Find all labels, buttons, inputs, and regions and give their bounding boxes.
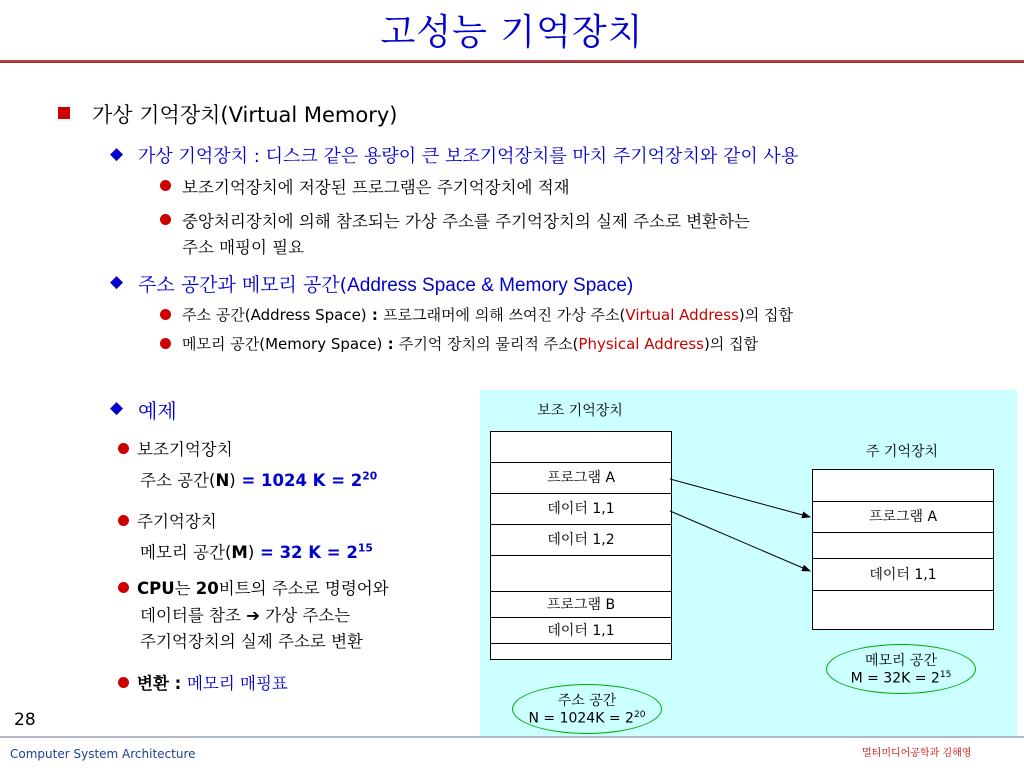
item1-bullet-2-cont: 주소 매핑이 필요 (182, 238, 305, 257)
aux-space-text: 주소 공간( (140, 471, 216, 490)
aux-storage-title: 보조기억장치 (137, 440, 233, 459)
address-space-desc: 프로그래머에 의해 쓰여진 가상 주소( (383, 306, 626, 324)
aux-storage-label: 보조 기억장치 (537, 403, 623, 419)
cpu-text-4: 가상 주소는 (259, 606, 351, 625)
ellipse-exponent: 20 (633, 710, 646, 720)
memory-space-desc: 주기억 장치의 물리적 주소( (398, 335, 579, 353)
aux-space-var: N (215, 471, 230, 490)
section-heading: 가상 기억장치(Virtual Memory) (92, 103, 398, 127)
ellipse-title: 주소 공간 (557, 693, 617, 709)
main-memory-title: 주기억장치 (137, 512, 217, 531)
example-heading: 예제 (138, 399, 177, 423)
cpu-text-3: 데이터를 참조 (140, 606, 241, 625)
ellipse-value-text: N = 1024K = 2 (528, 710, 634, 727)
aux-cell: 데이터 1,1 (491, 618, 671, 644)
colon: : (366, 306, 384, 324)
conversion-label: 변환 : (137, 674, 187, 693)
item1-label: 가상 기억장치 : (138, 146, 260, 167)
ellipse-value-text: M = 32K = 2 (850, 670, 940, 687)
item2-label-en: Address Space & Memory Space) (347, 275, 634, 296)
memory-space-tail: )의 집합 (703, 335, 759, 353)
main-cell: 데이터 1,1 (813, 559, 993, 591)
page-number: 28 (14, 710, 36, 730)
main-memory-label: 주 기억장치 (865, 444, 939, 460)
cpu-term: CPU (137, 579, 175, 598)
address-space-ellipse (512, 684, 662, 734)
diamond-bullet-icon: ◆ (110, 272, 124, 292)
bit-count: 20 (195, 579, 219, 598)
cpu-text-1: 는 (174, 579, 196, 598)
aux-space-value: = 1024 K = 2 (235, 471, 363, 490)
main-space-text: 메모리 공간( (140, 543, 232, 562)
memory-space-term: 메모리 공간(Memory Space) (182, 335, 383, 353)
ellipse-value (513, 710, 661, 727)
main-space-exponent: 15 (357, 541, 373, 555)
item1-bullet-1: 보조기억장치에 저장된 프로그램은 주기억장치에 적재 (182, 178, 570, 197)
ellipse-title: 메모리 공간 (864, 653, 938, 669)
diamond-bullet-icon: ◆ (110, 398, 124, 418)
item1-bullet-2: 중앙처리장치에 의해 참조되는 가상 주소를 주기억장치의 실제 주소로 변환하는 (182, 212, 750, 231)
main-space-value: = 32 K = 2 (254, 543, 358, 562)
address-space-term: 주소 공간(Address Space) (182, 306, 367, 324)
footer-divider (0, 736, 1024, 738)
item1-text: 디스크 같은 용량이 큰 보조기억장치를 마치 주기억장치와 같이 사용 (265, 146, 799, 167)
aux-space-paren: ) (229, 471, 236, 490)
ellipse-exponent: 15 (939, 670, 952, 680)
virtual-address-term: Virtual Address (625, 306, 739, 324)
aux-cell: 데이터 1,2 (491, 525, 671, 556)
diamond-bullet-icon: ◆ (110, 144, 124, 164)
main-space-paren: ) (247, 543, 255, 562)
physical-address-term: Physical Address (578, 335, 704, 353)
cpu-text-2: 비트의 주소로 명령어와 (218, 579, 389, 598)
aux-cell: 프로그램 B (491, 592, 671, 618)
item2-label: 주소 공간과 메모리 공간( (138, 274, 348, 296)
mapping-table-term: 메모리 매핑표 (186, 674, 288, 693)
arrow-program-a (670, 479, 810, 517)
arrow-data-1-1 (670, 511, 810, 571)
address-space-tail: )의 집합 (738, 306, 794, 324)
main-cell: 프로그램 A (813, 502, 993, 533)
main-space-var: M (231, 543, 248, 562)
ellipse-value (827, 670, 975, 687)
aux-cell: 데이터 1,1 (491, 494, 671, 525)
cpu-line-3: 주기억장치의 실제 주소로 변환 (140, 632, 363, 651)
right-arrow-icon: ➔ (246, 606, 260, 625)
aux-cell: 프로그램 A (491, 463, 671, 494)
footer-author: 멀티미디어공학과 김해영 (862, 748, 972, 759)
page-title: 고성능 기억장치 (380, 12, 644, 53)
colon: : (382, 335, 399, 353)
footer-course: Computer System Architecture (10, 747, 196, 761)
aux-space-exponent: 20 (362, 469, 378, 483)
memory-space-ellipse (826, 644, 976, 694)
